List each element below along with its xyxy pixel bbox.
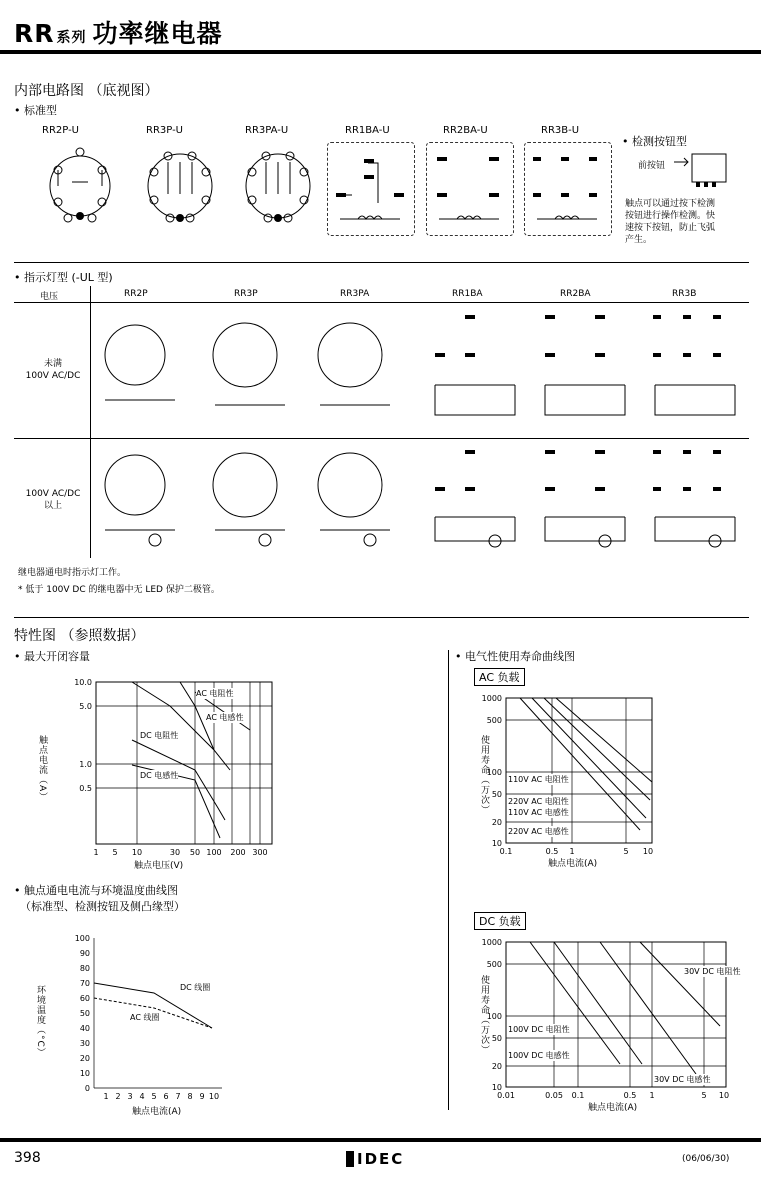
label-ac-inductive: AC 电感性 (206, 713, 244, 722)
rr1ba-u-diagram (327, 142, 415, 236)
svg-text:0.01: 0.01 (497, 1091, 515, 1100)
svg-text:1: 1 (649, 1091, 655, 1100)
svg-text:50: 50 (189, 848, 201, 857)
svg-text:8: 8 (187, 1092, 193, 1100)
svg-text:30: 30 (169, 848, 181, 857)
model-rr3b-u: RR3B-U (541, 125, 580, 136)
dc-xlabel: 触点电流(A) (588, 1103, 638, 1113)
svg-text:0.5: 0.5 (545, 847, 559, 856)
table-divider (90, 286, 91, 558)
indicator-note-1: 继电器通电时指示灯工作。 (18, 568, 127, 578)
internal-heading: 内部电路图 （底视图） (14, 83, 159, 99)
svg-text:5: 5 (701, 1091, 707, 1100)
model-rr2p-u: RR2P-U (42, 125, 79, 136)
ind-model-rr3p: RR3P (234, 289, 258, 299)
ind-model-rr3b: RR3B (672, 289, 697, 299)
svg-text:1: 1 (103, 1092, 109, 1100)
svg-text:10: 10 (491, 839, 502, 848)
page-number: 398 (14, 1150, 41, 1166)
temp-heading-2: （标准型、检测按钮及侧凸缘型） (20, 900, 185, 913)
label-ac-resistive: AC 电阻性 (196, 689, 234, 698)
svg-text:2: 2 (115, 1092, 121, 1100)
svg-text:1.0: 1.0 (79, 760, 92, 769)
model-rr3p-u: RR3P-U (146, 125, 183, 136)
row2-voltage: 100V AC/DC 以上 (25, 489, 81, 511)
section-rule-2 (14, 617, 749, 618)
svg-text:100: 100 (486, 1012, 502, 1021)
svg-text:5: 5 (112, 848, 118, 857)
svg-text:5.0: 5.0 (79, 702, 92, 711)
page-title: RR 系列 功率继电器 (14, 19, 223, 48)
dc-load-title: DC 负载 (474, 912, 526, 930)
svg-text:0.1: 0.1 (499, 847, 513, 856)
temp-heading-1: • 触点通电电流与环境温度曲线图 (14, 884, 178, 897)
ac-load-title: AC 负载 (474, 668, 525, 686)
column-divider (448, 650, 449, 1110)
ac-label-2: 220V AC 电阻性 (508, 797, 569, 806)
svg-text:20: 20 (491, 1062, 502, 1071)
ac-label-3: 110V AC 电感性 (508, 808, 569, 817)
svg-text:100: 100 (206, 848, 222, 857)
ind-model-rr3pa: RR3PA (340, 289, 370, 299)
logo-bar-icon (346, 1151, 354, 1167)
temp-xlabel: 触点电流(A) (132, 1107, 182, 1117)
svg-text:30: 30 (79, 1039, 90, 1048)
dc-label-3: 100V DC 电感性 (508, 1051, 570, 1060)
svg-text:0.1: 0.1 (571, 1091, 585, 1100)
svg-text:1: 1 (569, 847, 575, 856)
svg-text:100: 100 (74, 934, 90, 943)
dc-label-1: 30V DC 电阻性 (684, 967, 741, 976)
svg-text:100: 100 (486, 768, 502, 777)
header-rule (0, 50, 761, 54)
brand-logo: IDEC (346, 1150, 404, 1168)
model-rr1ba-u: RR1BA-U (345, 125, 390, 136)
indicator-heading: • 指示灯型 (-UL 型) (14, 271, 113, 284)
svg-text:50: 50 (79, 1009, 90, 1018)
svg-text:0.05: 0.05 (545, 1091, 563, 1100)
svg-text:1000: 1000 (481, 694, 502, 703)
ind-model-rr2p: RR2P (124, 289, 148, 299)
ind-model-rr1ba: RR1BA (452, 289, 483, 299)
svg-text:10: 10 (642, 847, 654, 856)
ac-xlabel: 触点电流(A) (548, 859, 598, 869)
label-dc-inductive: DC 电感性 (140, 771, 179, 780)
print-date: (06/06/30) (682, 1154, 730, 1164)
svg-text:200: 200 (230, 848, 246, 857)
svg-text:10: 10 (208, 1092, 220, 1100)
table-header-rule (14, 302, 749, 303)
svg-text:10.0: 10.0 (74, 678, 92, 687)
svg-text:4: 4 (139, 1092, 145, 1100)
svg-text:5: 5 (623, 847, 629, 856)
life-heading: • 电气性使用寿命曲线图 (455, 650, 575, 663)
svg-text:3: 3 (127, 1092, 133, 1100)
dc-label-2: 100V DC 电阻性 (508, 1025, 570, 1034)
svg-text:10: 10 (79, 1069, 90, 1078)
standard-label: • 标准型 (14, 104, 57, 117)
svg-text:500: 500 (486, 960, 502, 969)
svg-text:90: 90 (79, 949, 90, 958)
ac-label-1: 110V AC 电阻性 (508, 775, 569, 784)
svg-text:5: 5 (151, 1092, 157, 1100)
ac-ylabel: 使用寿命（万次） (479, 735, 489, 815)
ac-label-4: 220V AC 电感性 (508, 827, 569, 836)
svg-text:40: 40 (79, 1024, 90, 1033)
footer-rule (0, 1138, 761, 1142)
test-button-relay-icon (672, 150, 732, 190)
indicator-note-2: * 低于 100V DC 的继电器中无 LED 保护二极管。 (18, 585, 220, 595)
rr3b-u-diagram (524, 142, 612, 236)
svg-text:500: 500 (486, 716, 502, 725)
label-dc-resistive: DC 电阻性 (140, 731, 179, 740)
indicator-circuit-diagrams (95, 305, 745, 555)
svg-text:10: 10 (491, 1083, 502, 1092)
svg-text:50: 50 (491, 790, 502, 799)
characteristics-heading: 特性图 （参照数据） (14, 628, 145, 644)
svg-text:70: 70 (79, 979, 90, 988)
svg-text:10: 10 (131, 848, 143, 857)
svg-text:300: 300 (252, 848, 268, 857)
svg-text:80: 80 (79, 964, 90, 973)
test-button-desc: 触点可以通过按下检测 按钮进行操作检测。快 速按下按钮，防止飞弧 产生。 (625, 199, 716, 245)
svg-text:20: 20 (491, 818, 502, 827)
svg-text:20: 20 (79, 1054, 90, 1063)
svg-text:60: 60 (79, 994, 90, 1003)
dc-label-4: 30V DC 电感性 (654, 1075, 711, 1084)
test-button-heading: • 检测按钮型 (622, 135, 687, 148)
temp-ac-label: AC 线圈 (130, 1013, 160, 1022)
section-rule (14, 262, 749, 263)
svg-text:0.5: 0.5 (79, 784, 92, 793)
svg-text:0.5: 0.5 (623, 1091, 637, 1100)
col-voltage: 电压 (40, 292, 59, 302)
svg-text:1: 1 (93, 848, 99, 857)
max-capacity-heading: • 最大开闭容量 (14, 650, 90, 663)
model-rr3pa-u: RR3PA-U (245, 125, 289, 136)
temp-ylabel: 环境温度（°C） (35, 985, 45, 1058)
svg-text:9: 9 (199, 1092, 205, 1100)
row1-voltage: 未满 100V AC/DC (25, 359, 81, 381)
svg-text:6: 6 (163, 1092, 169, 1100)
model-rr2ba-u: RR2BA-U (443, 125, 488, 136)
svg-text:1000: 1000 (481, 938, 502, 947)
rr2ba-u-diagram (426, 142, 514, 236)
ind-model-rr2ba: RR2BA (560, 289, 591, 299)
dc-ylabel: 使用寿命（万次） (479, 975, 489, 1055)
svg-text:0: 0 (84, 1084, 90, 1093)
temp-dc-label: DC 线圈 (180, 983, 211, 992)
max-capacity-ylabel: 触点电流（A） (37, 735, 47, 803)
svg-text:10: 10 (718, 1091, 730, 1100)
svg-text:7: 7 (175, 1092, 181, 1100)
svg-text:50: 50 (491, 1034, 502, 1043)
max-capacity-xlabel: 触点电压(V) (134, 861, 184, 871)
front-button-label: 前按钮 (638, 161, 666, 171)
